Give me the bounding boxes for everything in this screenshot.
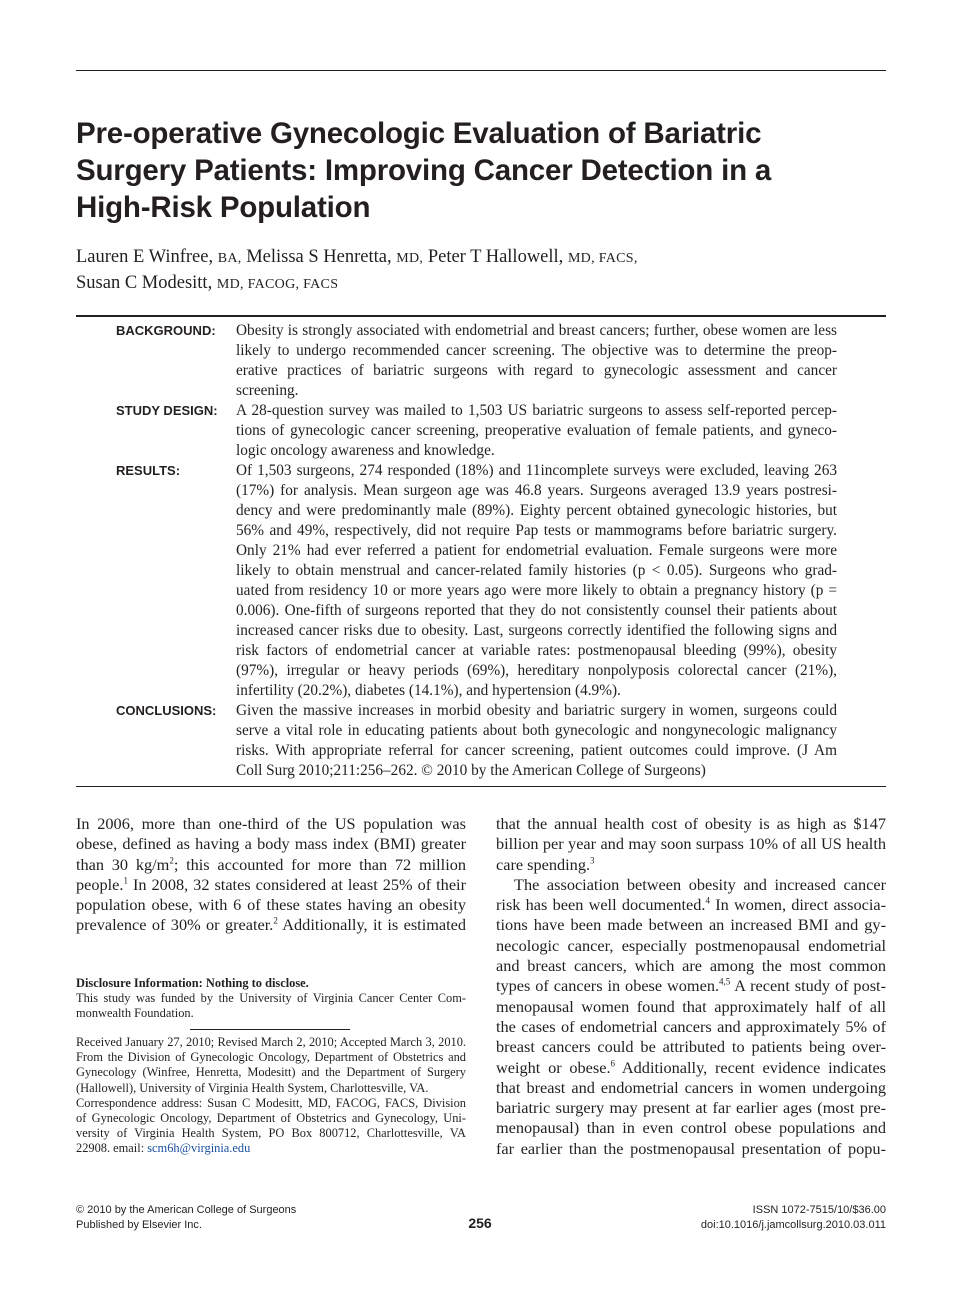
text-line: risk factors of endometrial cancer at variable rates: postmenopausal bleeding (99%), obesity — [236, 642, 837, 659]
text-line: Only 21% had ever referred a patient for endometrial evaluation. Female surgeons were more — [236, 542, 837, 559]
footnote-line: of Gynecologic Oncology, Department of Obstetrics and Gynecology, Uni- — [76, 1111, 466, 1126]
footnote-affiliations — [76, 1035, 466, 1157]
text-line: serve a vital role in educating patients about both gynecologic and nongynecologic malignancy — [236, 722, 837, 739]
body-line — [76, 915, 466, 935]
body-text: A recent study of post- — [730, 976, 886, 996]
body-line — [496, 1139, 886, 1159]
text-line: tions of gynecologic cancer screening, preoperative evaluation of female patients, and gyneco- — [236, 422, 837, 439]
body-line — [496, 956, 886, 976]
body-line — [496, 1078, 886, 1098]
author-list — [76, 245, 876, 297]
body-text: In 2006, more than one-third of the US population was — [76, 814, 466, 833]
body-text: weight or obese. — [496, 1057, 611, 1077]
author-degree: BA, — [217, 251, 242, 266]
background-label: BACKGROUND: — [116, 323, 216, 338]
abstract-bottom-rule — [76, 786, 886, 787]
results-text — [236, 461, 837, 701]
body-text: that breast and endometrial cancers in women undergoing — [496, 1077, 886, 1097]
copyright-text: © 2010 by the American College of Surgeons — [76, 1204, 297, 1216]
text-line: (97%), irregular or heavy periods (69%), hereditary nonpolyposis colorectal cancer (21%), — [236, 662, 837, 679]
body-line — [496, 1017, 886, 1037]
footnote-line — [76, 1141, 466, 1156]
text-line: Coll Surg 2010;211:256–262. © 2010 by the American College of Surgeons) — [236, 762, 706, 779]
body-text: In 2008, 32 states considered at least 25% of their — [127, 874, 466, 894]
reference-marker: 4 — [705, 895, 710, 906]
author-degree: MD, — [396, 251, 424, 266]
superscript: 2 — [169, 855, 174, 866]
header-rule — [76, 70, 886, 71]
body-line — [496, 997, 886, 1017]
body-line — [496, 834, 886, 854]
body-text: types of cancers in obese women. — [496, 976, 720, 996]
body-column-left — [76, 814, 466, 936]
body-text: billion per year and may soon surpass 10% of all US health — [496, 834, 886, 854]
conclusions-text — [236, 701, 837, 781]
disclosure-text: Disclosure Information: Nothing to disclose. — [76, 976, 309, 990]
study-design-label: STUDY DESIGN: — [116, 403, 218, 418]
body-line — [76, 814, 466, 834]
body-line — [496, 875, 886, 895]
text-line: A 28-question survey was mailed to 1,503 US bariatric surgeons to assess self-reported percep- — [236, 402, 837, 419]
text-line: dency and were predominantly male (89%). Eighty percent obtained gynecologic histories, but — [236, 502, 837, 519]
body-line — [496, 936, 886, 956]
body-text: population obese, with 6 of these states having an obesity — [76, 895, 466, 915]
conclusions-label: CONCLUSIONS: — [116, 703, 217, 718]
footer-right — [701, 1203, 886, 1233]
text-line: Obesity is strongly associated with endometrial and breast cancers; further, obese women are less — [236, 322, 837, 339]
author-name: Melissa S Henretta, — [241, 247, 397, 267]
body-column-right — [496, 814, 886, 1159]
reference-marker: 1 — [123, 875, 128, 886]
text-line: risks. With appropriate referral for cancer screening, patient outcomes could improve. (J Am — [236, 742, 837, 759]
text-line: screening. — [236, 382, 299, 399]
body-text: breast cancers could be attributed to patients being over- — [496, 1037, 886, 1057]
reference-marker: 3 — [590, 855, 595, 866]
doi-text: doi:10.1016/j.jamcollsurg.2010.03.011 — [700, 1219, 886, 1231]
text-line: Of 1,503 surgeons, 274 responded (18%) and 11incomplete surveys were excluded, leaving 263 — [236, 462, 837, 479]
body-text: ; this accounted for more than 72 million — [173, 854, 466, 874]
title-line: High-Risk Population — [76, 191, 371, 224]
footnote-line: Received January 27, 2010; Revised March 2, 2010; Accepted March 3, 2010. — [76, 1035, 466, 1049]
reference-marker: 2 — [273, 916, 278, 927]
body-text: The association between obesity and increased cancer — [514, 874, 886, 894]
body-line — [496, 1058, 886, 1078]
text-line: likely to obtain menstrual and cancer-related family histories (p < 0.05). Surgeons who grad- — [236, 562, 837, 579]
article-title — [76, 115, 876, 226]
results-label: RESULTS: — [116, 463, 181, 478]
title-line: Surgery Patients: Improving Cancer Detection in a — [76, 154, 772, 187]
body-line — [496, 1118, 886, 1138]
funding-text: This study was funded by the University of Virginia Cancer Center Com- — [76, 991, 466, 1006]
body-text: and breast cancers, which are among the most common — [496, 956, 886, 976]
page-number: 256 — [468, 1215, 492, 1231]
body-text: tions have been made between an increased BMI and gy- — [496, 915, 886, 935]
author-name: Peter T Hallowell, — [423, 247, 568, 267]
body-line — [496, 1037, 886, 1057]
footnote-line: Gynecology (Winfree, Henretta, Modesitt) and the Department of Surgery — [76, 1065, 466, 1080]
text-line: (17%) for analysis. Mean surgeon age was 46.8 years. Surgeons averaged 13.9 years postresi- — [236, 482, 837, 499]
body-line — [76, 834, 466, 854]
body-line — [496, 1098, 886, 1118]
author-line-2 — [76, 271, 876, 297]
email-prefix: 22908. email: — [76, 1141, 148, 1156]
text-line: Given the massive increases in morbid obesity and bariatric surgery in women, surgeons could — [236, 702, 837, 719]
author-degree: MD, FACOG, FACS — [216, 277, 339, 292]
reference-marker: 4,5 — [719, 976, 731, 987]
body-line — [496, 915, 886, 935]
body-text: risk has been well documented. — [496, 895, 706, 915]
text-line: erative practices of bariatric surgeons with regard to gynecologic assessment and cancer — [236, 362, 837, 379]
body-text: menopausal women found that approximately half of all — [496, 996, 886, 1016]
footnote-line: From the Division of Gynecologic Oncology, Department of Obstetrics and — [76, 1050, 466, 1065]
author-degree: MD, FACS, — [567, 251, 638, 266]
footnote-line: versity of Virginia Health System, PO Box 800712, Charlottesville, VA — [76, 1126, 466, 1141]
author-name: Susan C Modesitt, — [76, 273, 217, 293]
text-line: infertility (20.2%), diabetes (14.1%), and hypertension (4.9%). — [236, 682, 621, 699]
body-text: menopausal) than in even control obese populations and — [496, 1118, 886, 1138]
footnote-line: Correspondence address: Susan C Modesitt, MD, FACOG, FACS, Division — [76, 1095, 466, 1110]
text-line: increased cancer risks due to obesity. Last, surgeons correctly identified the following signs and — [236, 622, 837, 639]
issn-text: ISSN 1072-7515/10/$36.00 — [752, 1204, 886, 1216]
body-line — [76, 855, 466, 875]
footnote-disclosure — [76, 976, 466, 1022]
text-line: logic oncology awareness and knowledge. — [236, 442, 495, 459]
background-text — [236, 321, 837, 401]
body-text: that the annual health cost of obesity is as high as $147 — [496, 814, 886, 833]
body-text: the cases of endometrial cancers and approximately 5% of — [496, 1016, 886, 1036]
reference-marker: 6 — [610, 1058, 616, 1069]
body-text: than 30 kg/m — [76, 854, 170, 874]
body-line — [496, 814, 886, 834]
body-text: obese, defined as having a body mass index (BMI) greater — [76, 834, 466, 854]
body-text: care spending. — [496, 854, 591, 874]
text-line: uated from residency 10 or more years ago were more likely to obtain a pregnancy history (p = — [236, 582, 837, 599]
title-line: Pre-operative Gynecologic Evaluation of Bariatric — [76, 117, 762, 150]
body-text: bariatric surgery may present at far earlier ages (most pre- — [496, 1098, 886, 1118]
body-text: Additionally, recent evidence indicates — [615, 1057, 886, 1077]
email-link[interactable]: scm6h@virginia.edu — [147, 1141, 251, 1156]
body-text: In women, direct associa- — [709, 895, 886, 915]
body-text: necologic cancer, especially postmenopausal endometrial — [496, 935, 886, 955]
funding-text: monwealth Foundation. — [76, 1006, 194, 1021]
body-text: prevalence of 30% or greater. — [76, 915, 274, 935]
text-line: likely to undergo recommended cancer screening. The objective was to determine the preop- — [236, 342, 837, 359]
body-line — [76, 895, 466, 915]
body-line — [496, 855, 886, 875]
abstract-top-rule — [76, 315, 886, 317]
study-design-text — [236, 401, 837, 461]
text-line: 56% and 49%, respectively, did not require Pap tests or mammograms before bariatric surgery. — [236, 522, 837, 539]
body-text: people. — [76, 874, 124, 894]
footnote-rule — [190, 1029, 350, 1030]
body-line — [496, 976, 886, 996]
publisher-text: Published by Elsevier Inc. — [76, 1219, 202, 1231]
author-line-1 — [76, 245, 876, 271]
body-text: far earlier than the postmenopausal presentation of popu- — [496, 1138, 886, 1158]
footnote-line: (Hallowell), University of Virginia Health System, Charlottesville, VA. — [76, 1080, 429, 1095]
text-line: 0.006). One-fifth of surgeons reported that they do not consistently counsel their patients about — [236, 602, 837, 619]
author-name: Lauren E Winfree, — [76, 247, 218, 267]
body-line — [76, 875, 466, 895]
body-line — [496, 895, 886, 915]
body-text: Additionally, it is estimated — [277, 915, 467, 935]
